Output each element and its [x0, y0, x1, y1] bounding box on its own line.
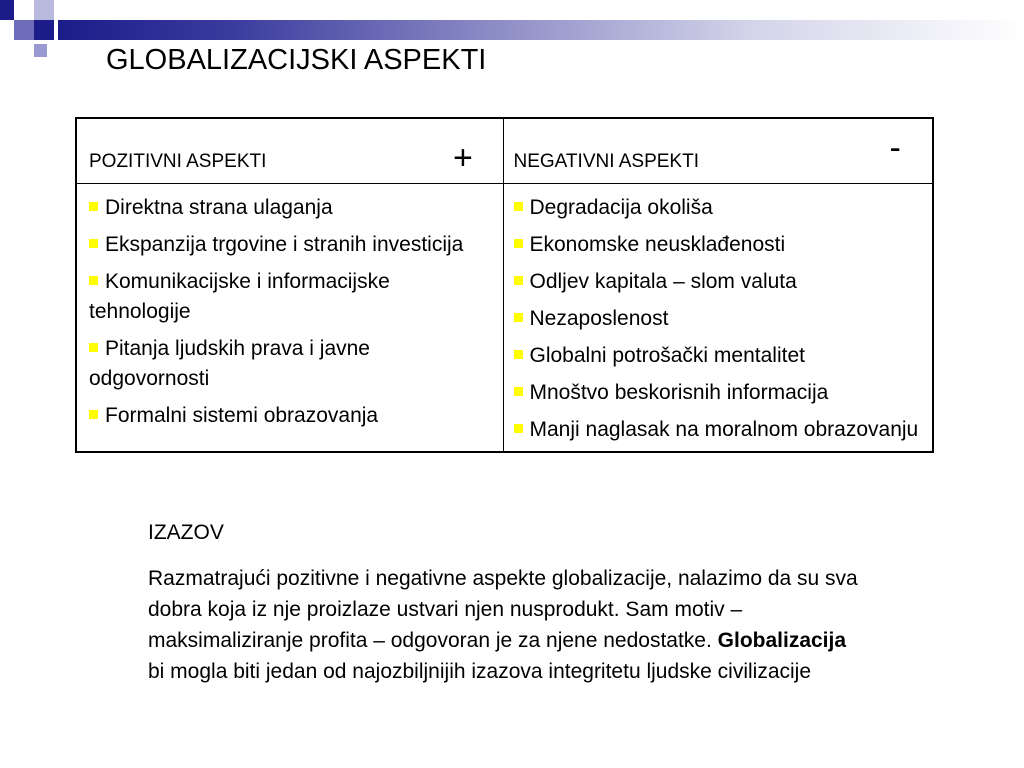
challenge-bold-word: Globalizacija	[717, 629, 847, 652]
list-item-text: Ekspanzija trgovine i stranih investicija	[105, 233, 464, 256]
list-item	[514, 378, 925, 408]
list-item	[514, 415, 925, 445]
challenge-text-start: Razmatrajući pozitivne i negativne aspekte globalizacije, nalazimo da su sva dobra koja iz nje proizlaze ustvari njen nusprodukt. Sam motiv – maksimaliziranje profita – odgovoran je za njene nedostatke.	[148, 567, 858, 652]
decor-square	[0, 0, 14, 20]
square-bullet-icon	[89, 202, 98, 211]
square-bullet-icon	[514, 350, 523, 359]
list-item	[89, 193, 495, 223]
list-item	[514, 304, 925, 334]
list-item-text: Globalni potrošački mentalitet	[529, 344, 805, 367]
negative-list-cell	[503, 184, 933, 453]
list-item	[89, 230, 495, 260]
list-item	[89, 267, 495, 327]
positive-header-label: POZITIVNI ASPEKTI	[89, 151, 267, 172]
plus-sign: +	[453, 139, 473, 177]
list-item-text: Formalni sistemi obrazovanja	[105, 404, 379, 427]
positive-header-cell	[76, 118, 503, 184]
list-item	[514, 341, 925, 371]
decor-square	[14, 20, 34, 40]
list-item	[89, 334, 495, 394]
list-item	[89, 401, 495, 431]
negative-list	[514, 193, 925, 445]
decor-square	[14, 0, 34, 20]
positive-list	[89, 193, 495, 431]
list-item	[514, 230, 925, 260]
square-bullet-icon	[514, 202, 523, 211]
square-bullet-icon	[514, 387, 523, 396]
aspects-table	[75, 117, 934, 453]
square-bullet-icon	[514, 424, 523, 433]
list-item	[514, 193, 925, 223]
table-body-row	[76, 184, 933, 453]
square-bullet-icon	[514, 313, 523, 322]
table-header-row	[76, 118, 933, 184]
square-bullet-icon	[514, 276, 523, 285]
square-bullet-icon	[89, 276, 98, 285]
negative-header-label: NEGATIVNI ASPEKTI	[513, 151, 699, 172]
list-item-text: Nezaposlenost	[529, 307, 669, 330]
decor-square	[58, 0, 78, 20]
page-title: GLOBALIZACIJSKI ASPEKTI	[106, 44, 487, 76]
decor-square	[34, 20, 54, 40]
list-item	[514, 267, 925, 297]
square-bullet-icon	[89, 239, 98, 248]
challenge-text-end: bi mogla biti jedan od najozbiljnijih izazova integritetu ljudske civilizacije	[148, 660, 812, 683]
minus-sign: -	[889, 129, 901, 167]
decor-square	[34, 44, 47, 57]
challenge-paragraph	[148, 563, 868, 687]
square-bullet-icon	[89, 410, 98, 419]
list-item-text: Mnoštvo beskorisnih informacija	[529, 381, 829, 404]
positive-list-cell	[76, 184, 503, 453]
list-item-text: Pitanja ljudskih prava i javne odgovornosti	[89, 337, 370, 390]
challenge-heading: IZAZOV	[148, 521, 224, 544]
header-gradient-bar	[58, 20, 1024, 40]
list-item-text: Manji naglasak na moralnom obrazovanju	[529, 418, 919, 441]
list-item-text: Direktna strana ulaganja	[105, 196, 333, 219]
decor-square	[34, 0, 54, 20]
negative-header-cell	[503, 118, 933, 184]
list-item-text: Odljev kapitala – slom valuta	[529, 270, 797, 293]
list-item-text: Degradacija okoliša	[529, 196, 713, 219]
list-item-text: Komunikacijske i informacijske tehnologije	[89, 270, 390, 323]
list-item-text: Ekonomske neusklađenosti	[529, 233, 786, 256]
square-bullet-icon	[514, 239, 523, 248]
square-bullet-icon	[89, 343, 98, 352]
